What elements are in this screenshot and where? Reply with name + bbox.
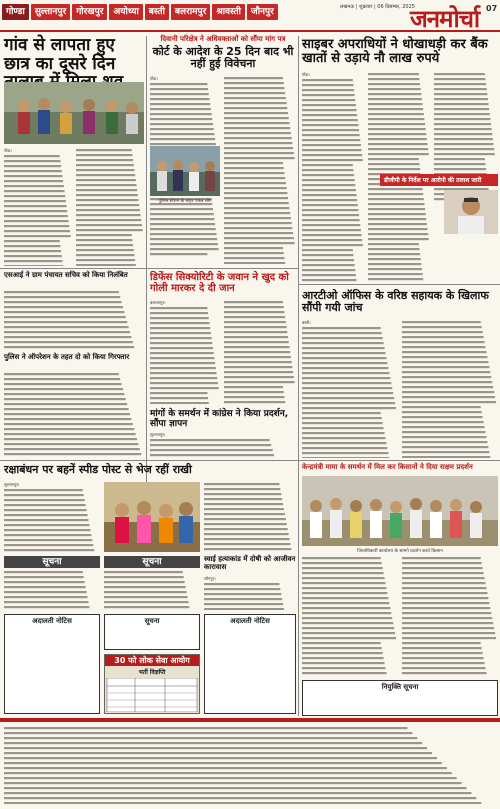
dateline: लखनऊ | शुक्रवार | 06 दिसम्बर, 2025 — [340, 4, 415, 10]
body-text-lines — [4, 489, 100, 552]
row-rule — [0, 460, 500, 461]
ad-banner: 30 फो लोक सेवा आयोग — [105, 655, 199, 666]
lead-photo — [4, 82, 144, 144]
cyber-headline: साइबर अपराधियों ने धोखाधड़ी कर बैंक खातों से उड़ाये नौ लाख रुपये — [302, 37, 488, 67]
farmers-caption: जिलाधिकारी कार्यालय के सामने प्रदर्शन करते किसान — [357, 549, 443, 554]
left-small-headline-2: पुलिस ने ऑपरेशन के तहत दो को किया गिरफ्तार — [4, 353, 130, 361]
nav-item-sultanpur[interactable]: सुल्तानपुर — [31, 4, 70, 20]
army-body-col1 — [150, 300, 220, 404]
rakhi-body-col1 — [4, 482, 100, 552]
appointment-notice — [104, 614, 200, 650]
notice-heading-2: सूचना — [104, 556, 200, 568]
ad-title: भर्ती विज्ञप्ति — [138, 669, 166, 676]
body-text-lines — [224, 301, 296, 404]
appointment-notice-title: सूचना — [144, 617, 160, 625]
bridge-dateline: जौनपुर। — [204, 576, 216, 581]
legal-notice-title-1: अदालती नोटिस — [32, 617, 72, 625]
appointment-notice-2 — [302, 680, 498, 716]
bridge-headline: स्वाई हत्याकांड में दोषी को आजीवन कारावास — [204, 555, 296, 571]
body-text-lines — [4, 291, 144, 350]
court-body-col2 — [224, 76, 296, 264]
rakhi-body-col2 — [204, 482, 296, 552]
cyber-photo — [444, 190, 498, 234]
legal-notice-1 — [4, 614, 100, 714]
footer-bar — [0, 718, 500, 722]
cyber-dateline: गोंडा। — [302, 72, 310, 77]
rto-dateline: बस्ती। — [302, 320, 311, 325]
body-text-lines — [150, 439, 296, 458]
column-rule — [146, 36, 147, 516]
row-rule — [298, 284, 500, 285]
body-text-lines — [302, 79, 364, 282]
body-text-lines — [4, 373, 144, 458]
court-headline: कोर्ट के आदेश के 25 दिन बाद भी नहीं हुई विवेचना — [152, 45, 294, 71]
farmers-body-col1 — [302, 556, 398, 676]
nav-item-balrampur[interactable]: बलरामपुर — [171, 4, 210, 20]
army-body-col2 — [224, 300, 296, 404]
body-text-lines — [302, 557, 398, 676]
notice-heading-1: सूचना — [4, 556, 100, 568]
left-small-body-2 — [4, 372, 144, 458]
body-text-lines — [204, 483, 296, 552]
congress-dateline: सुल्तानपुर। — [150, 432, 166, 437]
ad-table — [105, 678, 199, 712]
court-photo — [150, 146, 220, 196]
farmers-body-col2 — [402, 556, 498, 676]
lead-body-col1 — [4, 148, 72, 266]
body-text-lines — [150, 307, 220, 404]
district-nav — [2, 4, 278, 20]
body-text-lines — [204, 583, 296, 610]
army-headline: डिफेंस सिक्योरिटी के जवान ने खुद को गोली मारकर दे दी जान — [150, 272, 289, 294]
congress-headline: मांगों के समर्थन में कांग्रेस ने किया प्रदर्शन, सौंपा ज्ञापन — [150, 409, 289, 429]
farmers-headline: केन्द्रमंत्री मामा के समर्थन में मिल कर किसानों ने दिया सक्षम प्रदर्शन — [302, 463, 473, 471]
body-text-lines — [302, 327, 398, 458]
rto-body-col2 — [402, 320, 498, 458]
masthead — [0, 0, 500, 32]
court-dateline: गोंडा। — [150, 76, 158, 81]
legal-notice-2 — [204, 614, 296, 714]
rakhi-photo — [104, 482, 200, 552]
court-kicker: दिवानी परिक्षेत्र ने अधिवक्ताओं को सौंपा मांग पत्र — [160, 35, 286, 43]
rakhi-headline: रक्षाबंधन पर बहनें स्पीड पोस्ट से भेज रहीं राखी — [4, 463, 192, 476]
body-text-lines — [402, 321, 498, 458]
nav-item-basti[interactable]: बस्ती — [145, 4, 169, 20]
notice-body-2 — [104, 570, 200, 610]
appointment-notice-title-2: नियुक्ति सूचना — [381, 683, 419, 691]
court-caption: पुलिस स्टेशन के बाहर एकत्र लोग — [158, 199, 212, 204]
rakhi-dateline: सुल्तानपुर। — [4, 482, 20, 487]
left-small-body-1 — [4, 290, 144, 350]
body-text-lines — [224, 77, 296, 264]
body-text-lines — [4, 155, 72, 266]
nav-item-gonda[interactable]: गोण्डा — [2, 4, 29, 20]
row-rule — [0, 268, 298, 269]
nav-item-ayodhya[interactable]: अयोध्या — [109, 4, 142, 20]
farmers-photo — [302, 476, 498, 546]
newspaper-logo: जनमोर्चा — [410, 5, 480, 33]
nav-item-jaunpur[interactable]: जौनपुर — [247, 4, 278, 20]
body-text-lines — [4, 571, 100, 610]
nav-item-shravasti[interactable]: श्रावस्ती — [212, 4, 245, 20]
cyber-subhead: डीजीपी के निर्देश पर आरोपी की तलाश जारी — [380, 174, 498, 186]
legal-notice-title-2: अदालती नोटिस — [230, 617, 270, 625]
nav-item-gorakhpur[interactable]: गोरखपुर — [72, 4, 107, 20]
footer-text — [4, 726, 496, 804]
congress-body — [150, 432, 296, 458]
army-dateline: बलरामपुर। — [150, 300, 166, 305]
body-text-lines — [104, 571, 200, 610]
rto-headline: आरटीओ ऑफिस के वरिष्ठ सहायक के खिलाफ सौंपी गयी जांच — [302, 289, 489, 315]
lead-body-col2 — [76, 148, 144, 266]
notice-body-1 — [4, 570, 100, 610]
column-rule — [298, 36, 299, 716]
body-text-lines — [402, 557, 498, 676]
recruitment-ad — [104, 654, 200, 714]
body-text-lines — [76, 149, 144, 266]
cyber-body-col1 — [302, 72, 364, 282]
lead-headline: गांव से लापता हुए छात्र का दूसरे दिन — [4, 35, 116, 74]
bridge-body — [204, 576, 296, 610]
rto-body-col1 — [302, 320, 398, 458]
lead-dateline: गोंडा। — [4, 148, 12, 153]
page-number: 07 — [486, 4, 498, 13]
body-text-lines — [4, 727, 496, 804]
left-small-headline-1: एसआई ने ग्राम पंचायत सचिव को किया निलंबित — [4, 271, 128, 279]
